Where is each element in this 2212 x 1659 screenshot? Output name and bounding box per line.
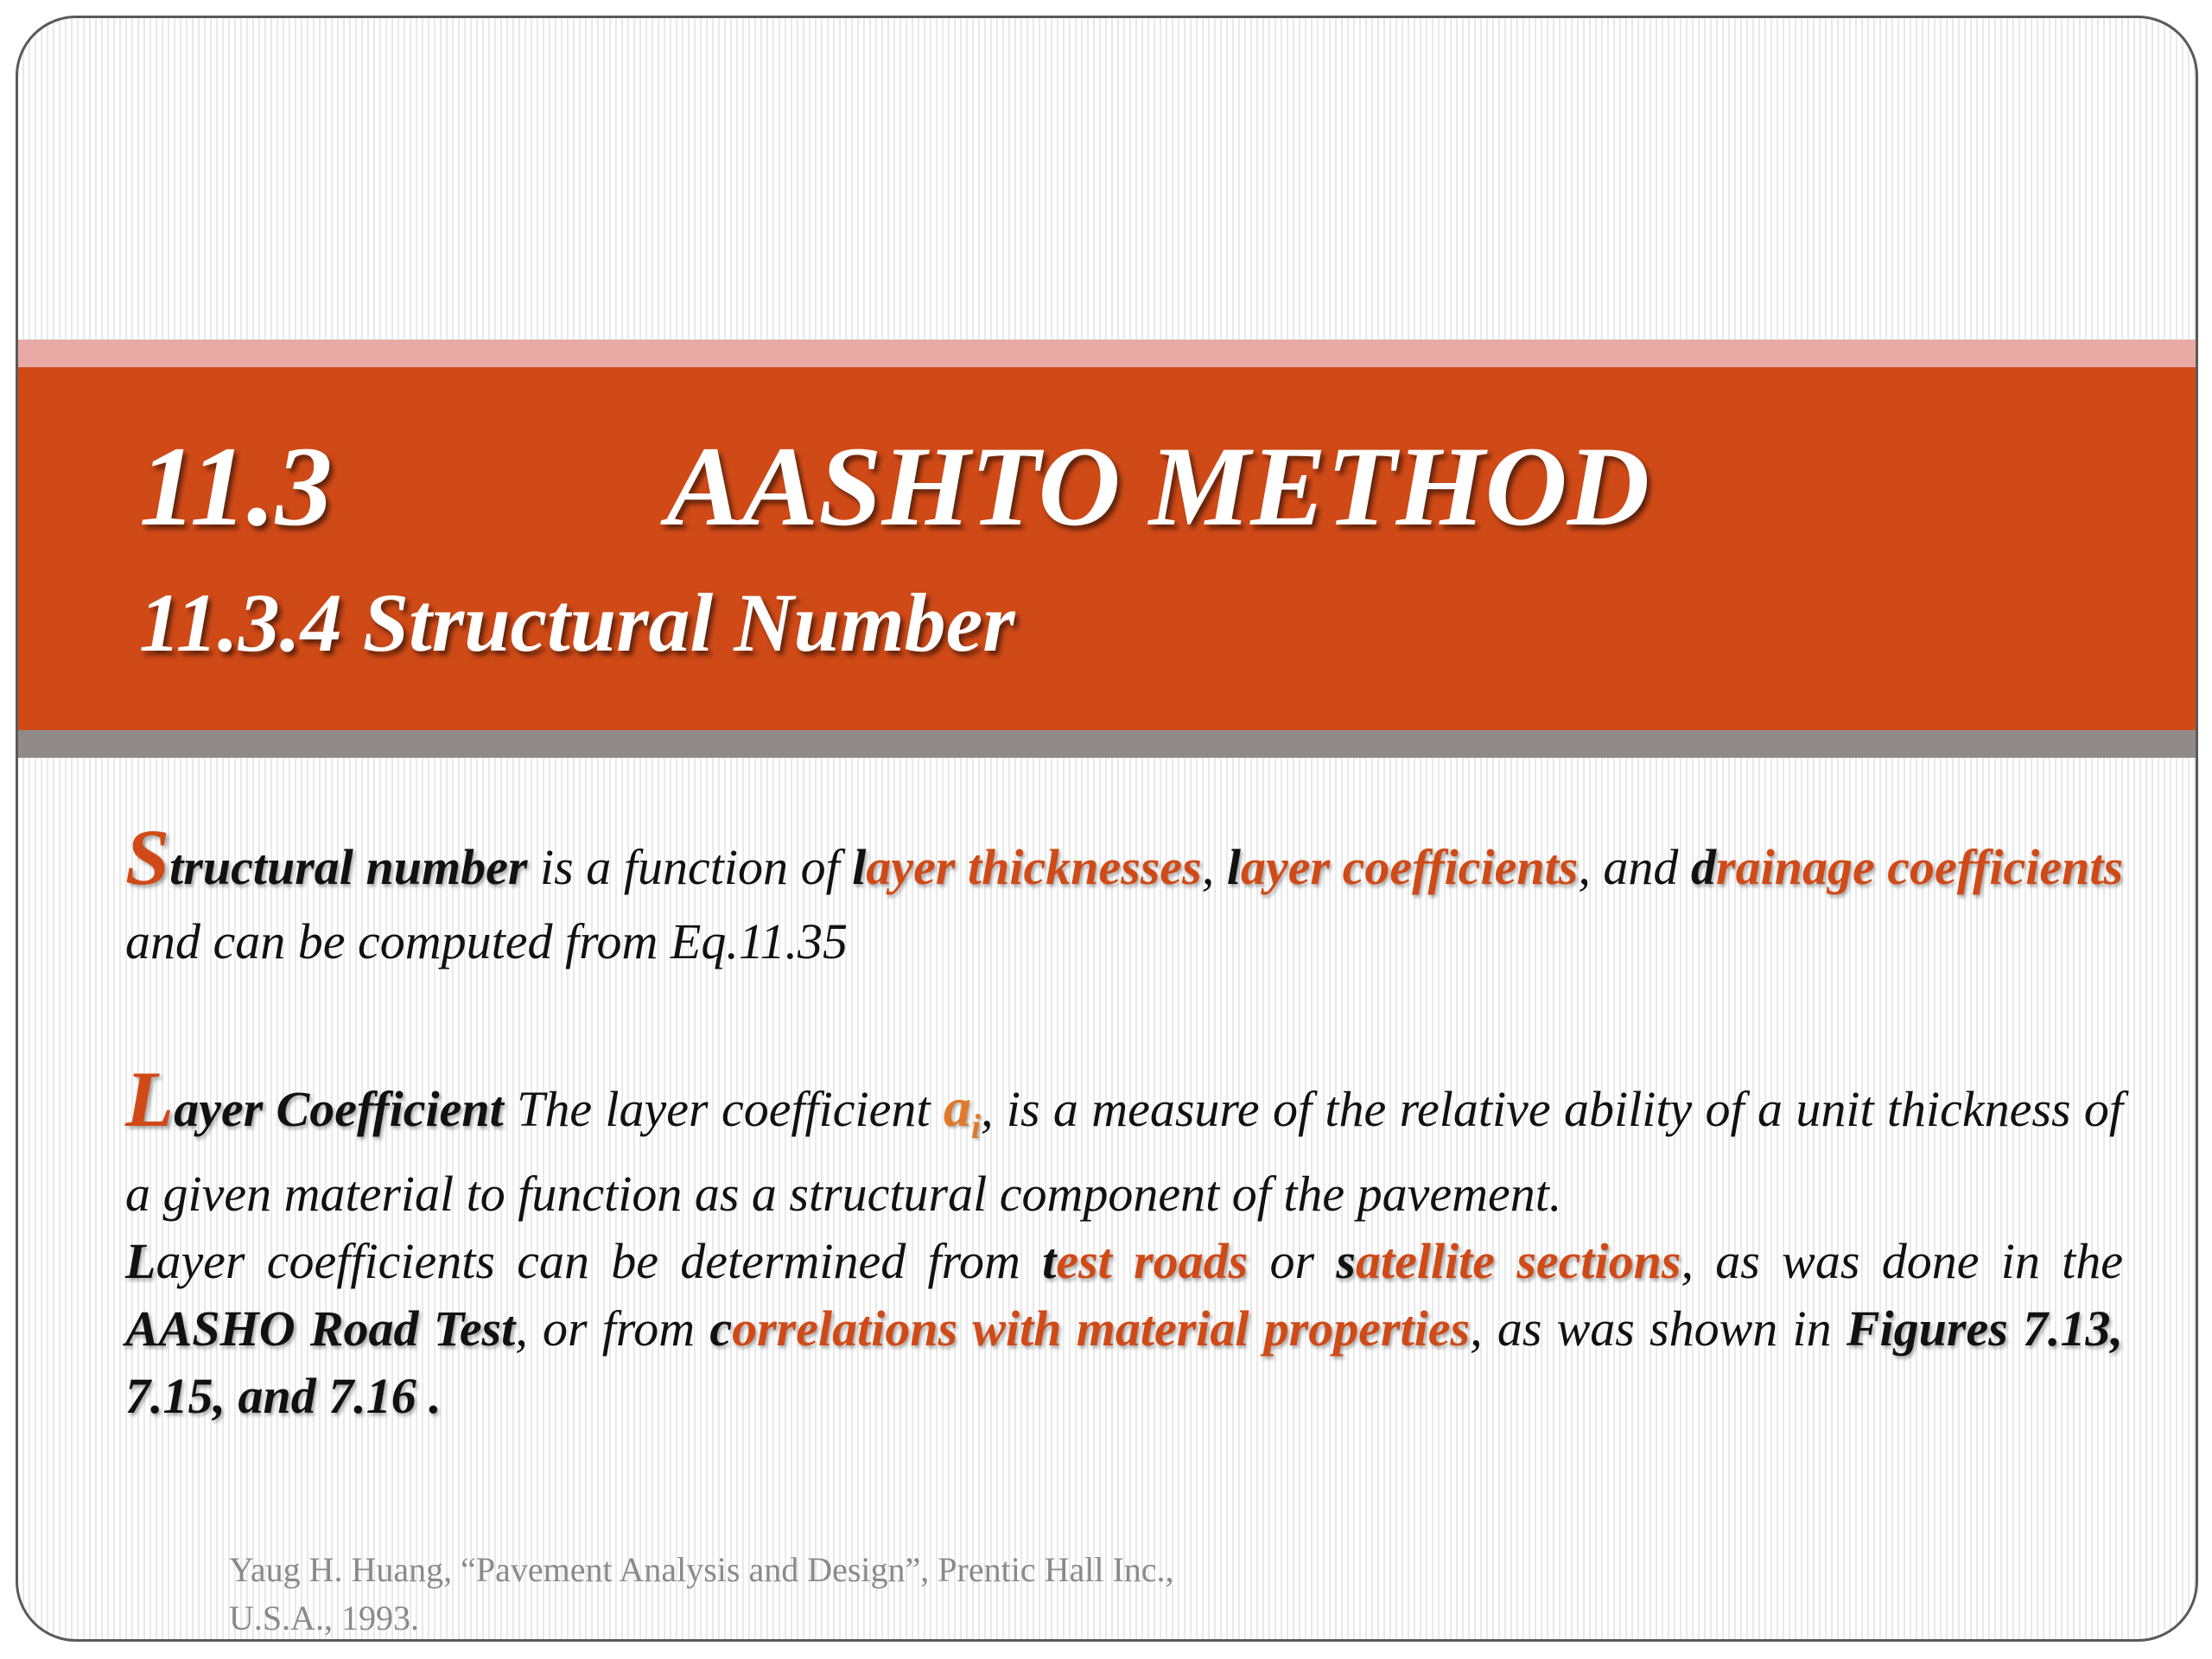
body-text: ayer coefficients can be determined from: [156, 1232, 1043, 1289]
structural-number-paragraph: [125, 813, 2124, 979]
body-text: is a function of: [527, 839, 853, 895]
slide: [16, 16, 2198, 1642]
keyword-initial: d: [1691, 839, 1717, 895]
keyword-initial: s: [1336, 1232, 1356, 1289]
section-name: AASHTO METHOD: [666, 423, 1650, 550]
body-text: , is a measure of the relative ability of a unit thickness of a given material to function as a structural component of the pavement.: [125, 1081, 2123, 1222]
body-text: and can be computed from Eq.11.35: [125, 913, 849, 969]
term-structural-number: tructural number: [169, 839, 528, 895]
keyword-test-roads: est roads: [1056, 1232, 1249, 1289]
keyword-correlations: orrelations with material properties: [732, 1300, 1471, 1357]
keyword-figures: Figures 7.13, 7.15, and 7.16 .: [125, 1300, 2123, 1424]
body-text: , as was done in the: [1681, 1232, 2124, 1289]
slide-title: [139, 423, 1650, 550]
reference-line-2: U.S.A., 1993.: [229, 1599, 420, 1637]
keyword-initial: l: [852, 839, 867, 895]
body-text: , and: [1578, 839, 1692, 895]
reference-citation: [229, 1546, 1174, 1642]
drop-initial: S: [125, 813, 170, 901]
body-text: , as was shown in: [1470, 1300, 1847, 1357]
body-text: ,: [1201, 839, 1227, 895]
title-band-bottom-stripe: [18, 730, 2196, 758]
keyword-drainage-coefficients: rainage coefficients: [1716, 839, 2124, 895]
layer-coefficient-paragraph: [125, 1055, 2124, 1430]
reference-line-1: Yaug H. Huang, “Pavement Analysis and Design”, Prentic Hall Inc.,: [229, 1550, 1174, 1589]
layer-coefficient-symbol: [943, 1077, 981, 1146]
term-layer-coefficient: ayer Coefficient: [174, 1081, 504, 1137]
drop-initial: L: [125, 1055, 175, 1143]
symbol-base: a: [943, 1077, 971, 1138]
body-text: or: [1248, 1232, 1337, 1289]
keyword-layer-coefficients: ayer coefficients: [1240, 839, 1579, 895]
keyword-layer-thicknesses: ayer thicknesses: [866, 839, 1202, 895]
slide-subtitle: 11.3.4 Structural Number: [139, 576, 1015, 669]
section-number: 11.3: [139, 423, 333, 550]
title-band-top-stripe: [18, 340, 2196, 367]
keyword-aasho-road-test: AASHO Road Test: [125, 1300, 516, 1357]
body-text: The layer coefficient: [503, 1081, 944, 1137]
keyword-initial: l: [1226, 839, 1241, 895]
body-text: , or from: [515, 1300, 710, 1357]
keyword-satellite-sections: atellite sections: [1355, 1232, 1681, 1289]
keyword-initial: t: [1042, 1232, 1057, 1289]
symbol-subscript: i: [970, 1106, 981, 1146]
sentence-initial: L: [125, 1232, 156, 1289]
keyword-initial: c: [709, 1300, 733, 1357]
